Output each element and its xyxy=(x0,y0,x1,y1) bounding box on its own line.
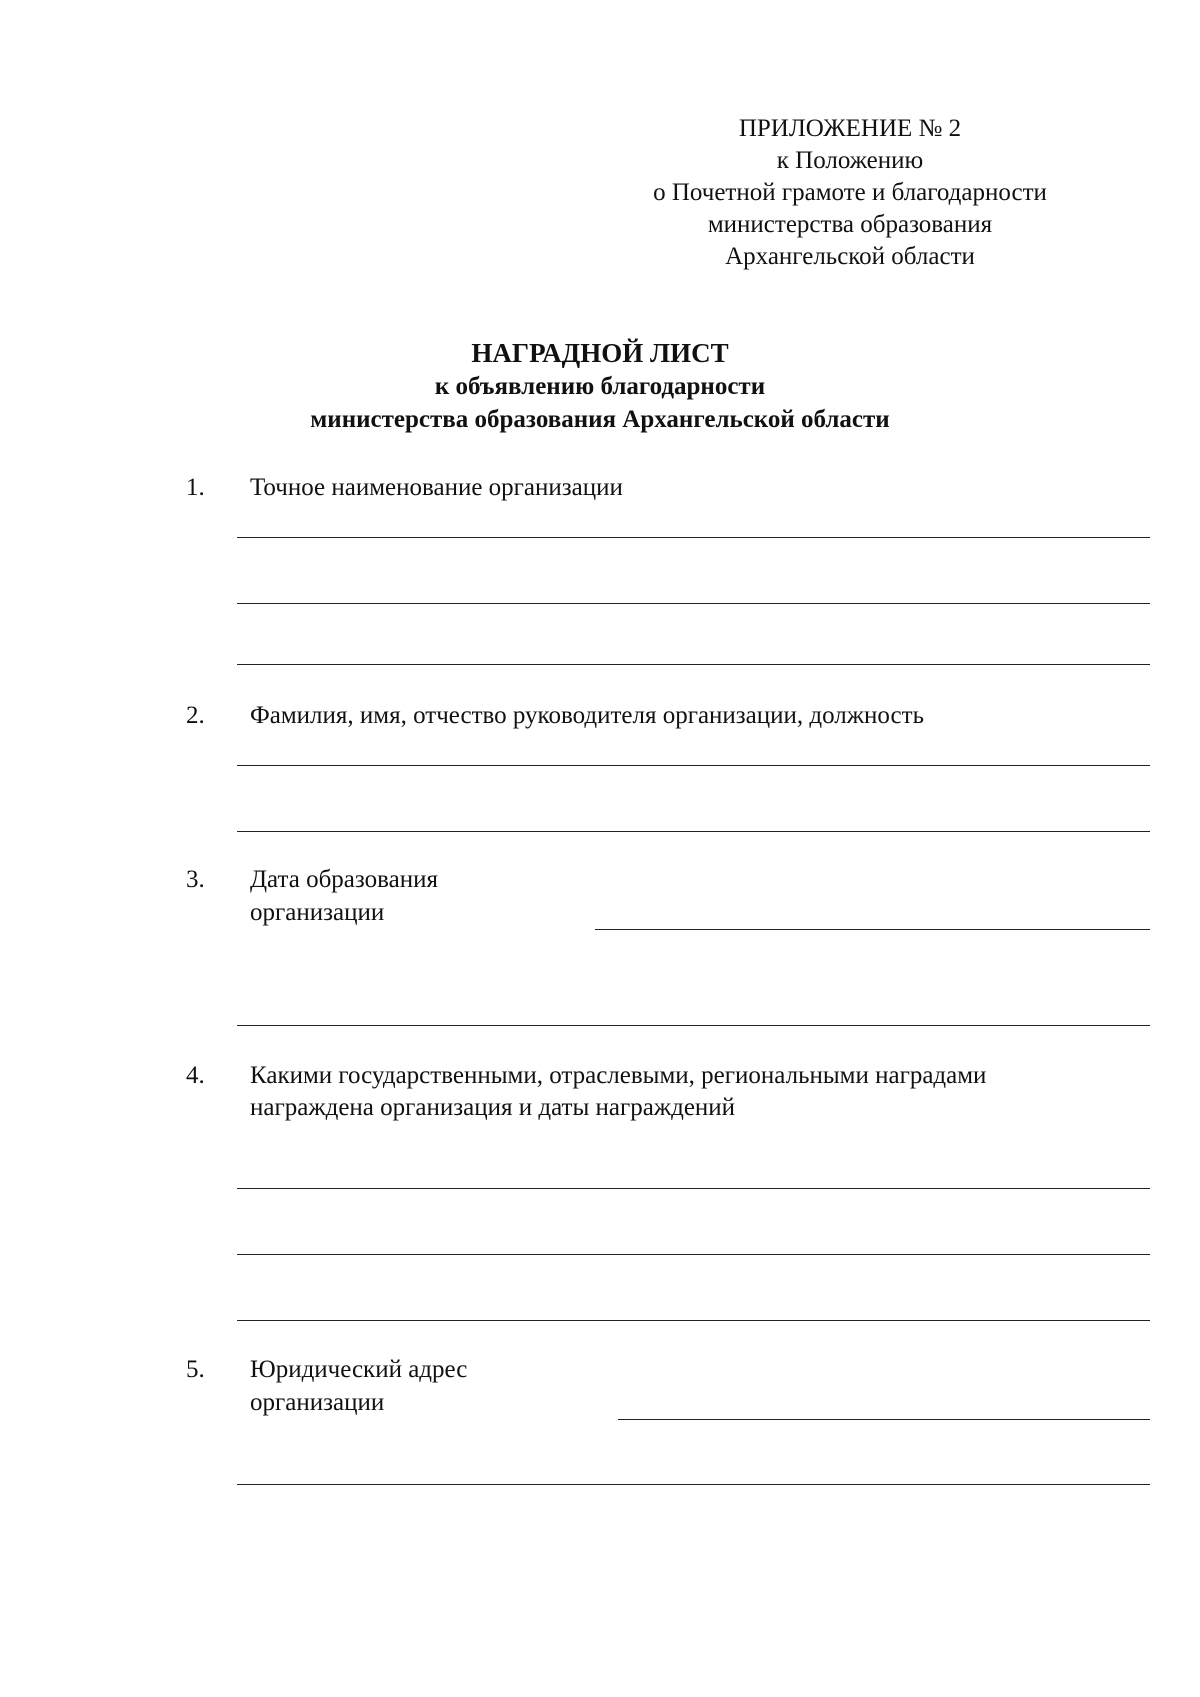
item-4-answer-line[interactable] xyxy=(237,1188,1150,1189)
item-2-answer-line[interactable] xyxy=(237,765,1150,766)
appendix-number: ПРИЛОЖЕНИЕ № 2 xyxy=(738,115,962,142)
item-5-address-line[interactable] xyxy=(618,1419,1150,1420)
item-5-answer-line[interactable] xyxy=(237,1484,1150,1485)
item-1-answer-line[interactable] xyxy=(237,603,1150,604)
appendix-ministry: министерства образования xyxy=(707,211,993,238)
item-3-answer-line[interactable] xyxy=(237,1025,1150,1026)
item-1-label: Точное наименование организации xyxy=(250,474,623,501)
item-3-date-line[interactable] xyxy=(595,929,1150,930)
item-2-answer-line[interactable] xyxy=(237,831,1150,832)
item-4-label-cont: награждена организация и даты награждений xyxy=(250,1094,736,1121)
item-1-number: 1. xyxy=(186,474,205,501)
item-4-label: Какими государственными, отраслевыми, региональными наградами xyxy=(250,1062,987,1089)
page-subtitle: к объявлению благодарности xyxy=(434,373,766,400)
appendix-region: Архангельской области xyxy=(725,243,975,270)
item-5-label-cont: организации xyxy=(250,1389,385,1416)
item-4-number: 4. xyxy=(186,1062,205,1089)
page-title: НАГРАДНОЙ ЛИСТ xyxy=(471,338,729,368)
item-4-answer-line[interactable] xyxy=(237,1254,1150,1255)
appendix-regulation: о Почетной грамоте и благодарности xyxy=(653,179,1047,206)
item-4-answer-line[interactable] xyxy=(237,1320,1150,1321)
item-2-number: 2. xyxy=(186,702,205,729)
item-5-number: 5. xyxy=(186,1356,205,1383)
item-3-label: Дата образования xyxy=(250,866,438,893)
item-5-label: Юридический адрес xyxy=(250,1356,468,1383)
item-1-answer-line[interactable] xyxy=(237,664,1150,665)
item-2-label: Фамилия, имя, отчество руководителя организации, должность xyxy=(250,702,924,729)
item-1-answer-line[interactable] xyxy=(237,537,1150,538)
appendix-reference: к Положению xyxy=(776,147,924,174)
item-3-label-cont: организации xyxy=(250,899,385,926)
page-subtitle-ministry: министерства образования Архангельской области xyxy=(310,406,890,433)
item-3-number: 3. xyxy=(186,866,205,893)
